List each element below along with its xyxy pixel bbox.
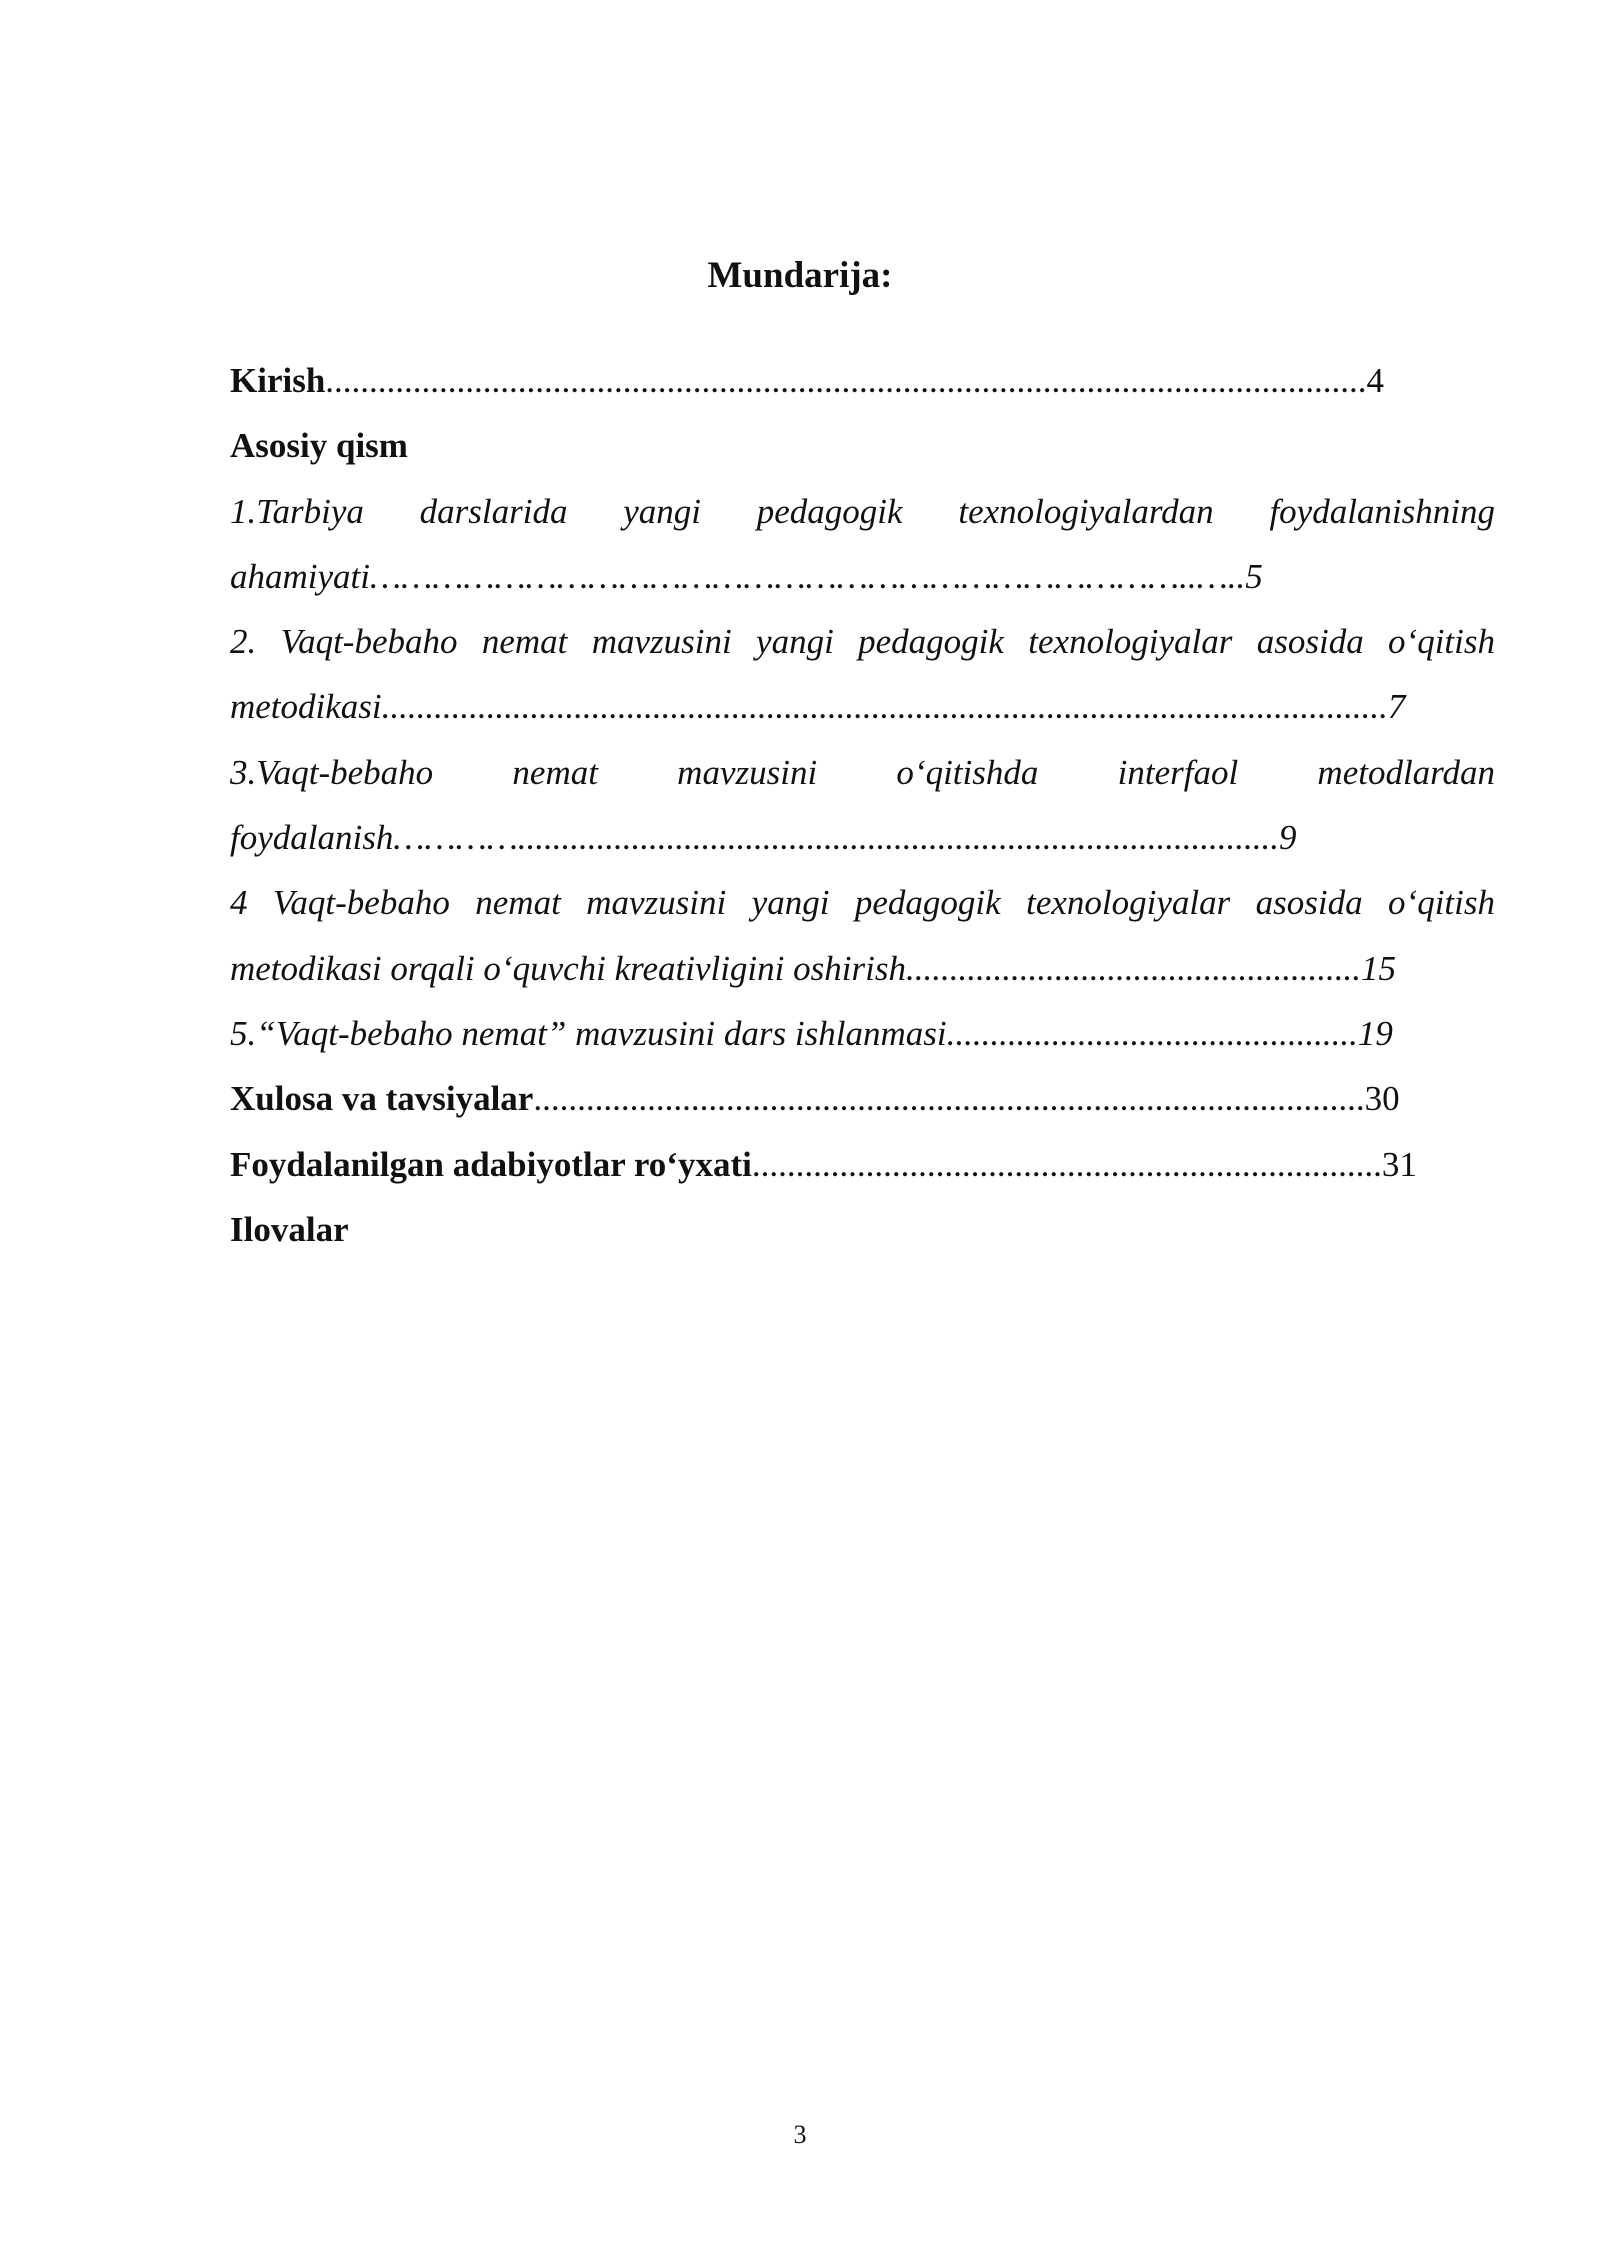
toc-leader-dots: ............................................... bbox=[946, 1013, 1358, 1053]
toc-entry-3-line-2: foydalanish………….......................................................................................9 bbox=[230, 818, 1297, 858]
toc-entry-4-line-1: 4 Vaqt-bebaho nemat mavzusini yangi pedagogik texnologiyalar asosida o‘qitish bbox=[230, 883, 1495, 923]
toc-entry-title: metodikasi orqali o‘quvchi kreativligini oshirish bbox=[230, 948, 906, 988]
toc-entry-kirish bbox=[230, 348, 1495, 413]
toc-entry-ilovalar: Ilovalar bbox=[230, 1209, 349, 1249]
toc-leader-dots: ............................................................................................... bbox=[533, 1079, 1365, 1119]
toc-entry-title: metodikasi bbox=[230, 687, 382, 727]
toc-entry-2-line-1: 2. Vaqt-bebaho nemat mavzusini yangi pedagogik texnologiyalar asosida o‘qitish bbox=[230, 622, 1495, 662]
toc-leader-dots: .................................................... bbox=[905, 948, 1361, 988]
toc-entry-1-line-2: ahamiyati……………………………………………………………………..…..5 bbox=[230, 556, 1263, 596]
toc-entry-4-line-2 bbox=[230, 936, 1495, 1001]
toc-entry-3-line-1: 3.Vaqt-bebaho nemat mavzusini o‘qitishda interfaol metodlardan bbox=[230, 752, 1495, 792]
toc-leader-dots: ....................................................................................................................... bbox=[325, 361, 1367, 400]
toc-entry-title: Xulosa va tavsiyalar bbox=[230, 1079, 534, 1119]
toc-entry-2-line-2 bbox=[230, 674, 1495, 739]
toc-entry-5 bbox=[230, 1001, 1495, 1066]
toc-entry-title: 5.“Vaqt-bebaho nemat” mavzusini dars ishlanmasi bbox=[230, 1013, 947, 1053]
toc-entry-1-line-1: 1.Tarbiya darslarida yangi pedagogik texnologiyalardan foydalanishning bbox=[230, 491, 1495, 531]
toc-title: Mundarija: bbox=[707, 255, 893, 296]
toc-entry-title: Foydalanilgan adabiyotlar ro‘yxati bbox=[230, 1144, 752, 1184]
toc-entry-xulosa bbox=[230, 1066, 1495, 1131]
toc-leader-dots: ................................................................................................................... bbox=[381, 687, 1388, 727]
toc-page-number: 15 bbox=[1360, 948, 1396, 988]
toc-section-heading: Asosiy qism bbox=[230, 426, 408, 466]
page-number: 3 bbox=[793, 2120, 807, 2149]
toc-page-number: 31 bbox=[1381, 1144, 1417, 1184]
toc-page-number: 19 bbox=[1357, 1013, 1393, 1053]
table-of-contents bbox=[230, 348, 1495, 1262]
toc-page-number: 30 bbox=[1364, 1079, 1400, 1119]
toc-entry-title: Kirish bbox=[230, 361, 326, 400]
toc-page-number: 7 bbox=[1387, 687, 1406, 727]
toc-page-number: 4 bbox=[1366, 361, 1385, 400]
toc-leader-dots: ........................................................................ bbox=[751, 1144, 1382, 1184]
toc-entry-adabiyotlar bbox=[230, 1132, 1495, 1197]
